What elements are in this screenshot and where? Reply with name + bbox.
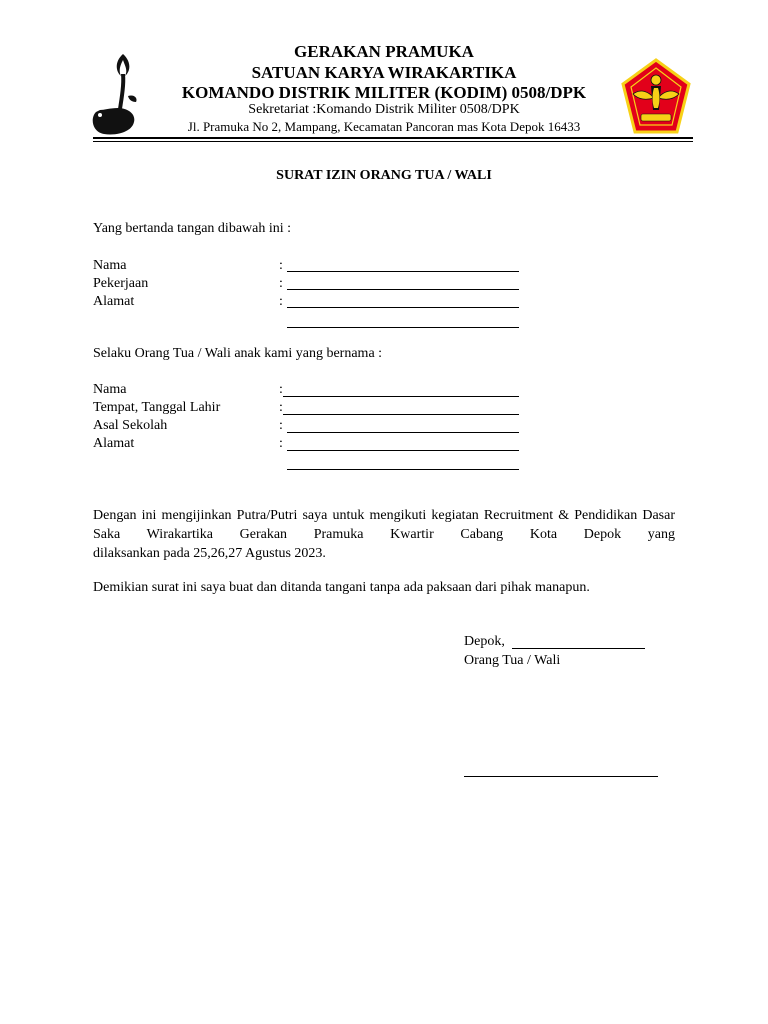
field-separator: : xyxy=(279,294,283,309)
header-secretariat: Sekretariat :Komando Distrik Militer 0508/DPK xyxy=(248,102,520,117)
field-separator: : xyxy=(279,418,283,433)
child-intro-text: Selaku Orang Tua / Wali anak kami yang bernama : xyxy=(93,346,383,361)
signature-role: Orang Tua / Wali xyxy=(464,653,561,668)
field-label: Pekerjaan xyxy=(93,276,149,291)
field-label: Alamat xyxy=(93,436,135,451)
signature-place: Depok, xyxy=(464,634,505,649)
header-address: Jl. Pramuka No 2, Mampang, Kecamatan Pancoran mas Kota Depok 16433 xyxy=(187,119,581,134)
child-name-input-line[interactable] xyxy=(283,396,519,397)
child-address-input-line[interactable] xyxy=(287,450,519,451)
field-label: Tempat, Tanggal Lahir xyxy=(93,400,221,415)
child-birth-input-line[interactable] xyxy=(283,414,519,415)
field-label: Nama xyxy=(93,382,127,397)
signature-name-input-line[interactable] xyxy=(464,776,658,777)
field-separator: : xyxy=(279,276,283,291)
header-unit-name: SATUAN KARYA WIRAKARTIKA xyxy=(251,63,517,82)
field-label: Alamat xyxy=(93,294,135,309)
header-org-name: GERAKAN PRAMUKA xyxy=(294,42,474,61)
field-separator: : xyxy=(279,258,283,273)
consent-text: Dengan ini mengijinkan Putra/Putri saya untuk mengikuti kegiatan Recruitment & Pendidikan Dasar Saka Wirakartika Gerakan Pramuka Kwartir Cabang Kota Depok yang xyxy=(93,508,675,542)
parent-occupation-input-line[interactable] xyxy=(287,289,519,290)
header-command-name: KOMANDO DISTRIK MILITER (KODIM) 0508/DPK xyxy=(181,83,587,102)
signature-date-input-line[interactable] xyxy=(512,648,645,649)
parent-address-input-line[interactable] xyxy=(287,307,519,308)
child-school-input-line[interactable] xyxy=(287,432,519,433)
intro-text: Yang bertanda tangan dibawah ini : xyxy=(93,221,292,236)
parent-name-input-line[interactable] xyxy=(287,271,519,272)
header-divider-thin xyxy=(93,141,693,142)
field-separator: : xyxy=(279,436,283,451)
document-title: SURAT IZIN ORANG TUA / WALI xyxy=(276,168,492,183)
field-separator: : xyxy=(279,382,283,397)
header-divider xyxy=(93,137,693,139)
consent-paragraph xyxy=(93,506,675,563)
closing-text: Demikian surat ini saya buat dan ditanda tangani tanpa ada paksaan dari pihak manapun. xyxy=(93,580,590,595)
field-label: Nama xyxy=(93,258,127,273)
field-separator: : xyxy=(279,400,283,415)
consent-last-line: dilaksankan pada 25,26,27 Agustus 2023. xyxy=(93,546,326,561)
child-address-input-line-2[interactable] xyxy=(287,469,519,470)
parent-address-input-line-2[interactable] xyxy=(287,327,519,328)
field-label: Asal Sekolah xyxy=(93,418,168,433)
